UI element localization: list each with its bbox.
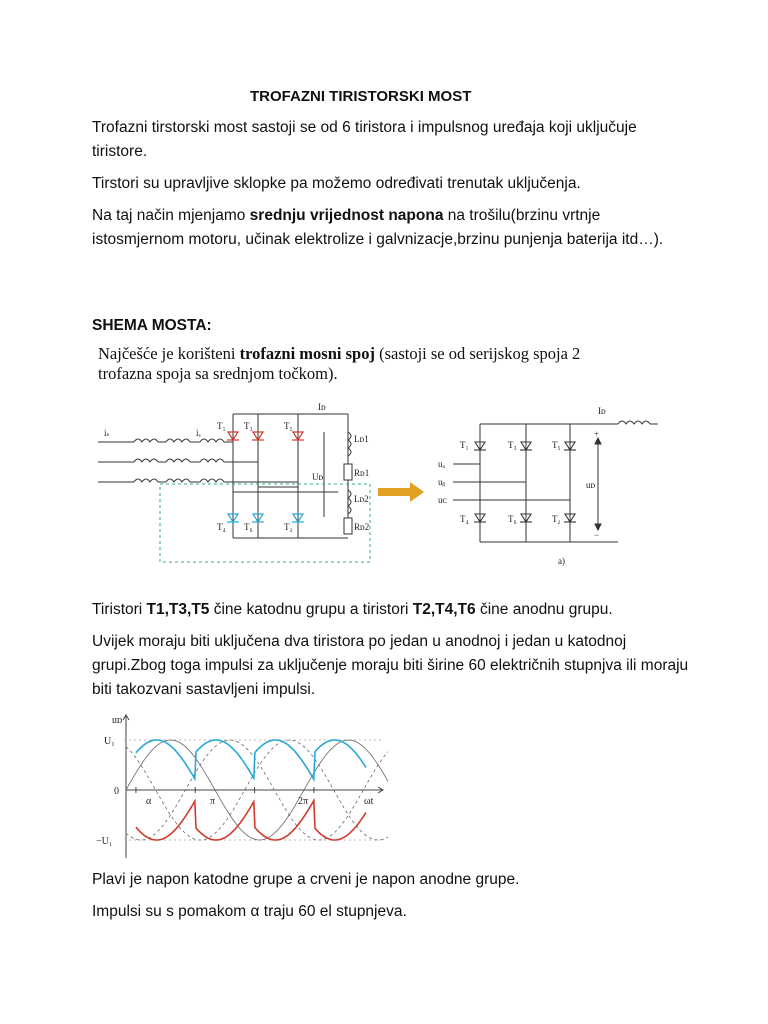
label-rd2: Rᴅ2 (354, 522, 370, 532)
text-segment: čine katodnu grupu a tiristori (209, 601, 413, 618)
label-omega-t: ωt (364, 796, 374, 807)
caption-text: (sastoji se od serijskog spoja 2 (374, 344, 581, 363)
label-t4: T₄ (217, 522, 226, 532)
label-id: Iᴅ (598, 406, 606, 416)
text-segment: Tiristori (92, 601, 147, 618)
arrow-icon (378, 482, 424, 502)
label-t6: T₆ (508, 514, 517, 524)
label-t6: T₆ (244, 522, 253, 532)
left-labels (104, 402, 369, 532)
waveform-labels (96, 715, 374, 847)
label-t5: T₅ (284, 421, 293, 431)
caption-line2: trofazna spoja sa srednjom točkom). (98, 364, 338, 383)
label-minus: − (594, 530, 600, 540)
label-ud: uᴅ (586, 480, 596, 490)
label-t2: T₂ (552, 514, 561, 524)
label-t3: T₃ (244, 421, 253, 431)
waveform-figure (96, 712, 396, 862)
label-ua: uₐ (438, 459, 445, 469)
text-segment: Na taj način mjenjamo (92, 207, 250, 224)
left-schematic (98, 414, 348, 538)
label-u1: U₁ (104, 736, 115, 747)
paragraph-groups (92, 598, 692, 622)
bold-term: T2,T4,T6 (412, 601, 476, 618)
label-t5: T₅ (552, 440, 561, 450)
label-rd1: Rᴅ1 (354, 468, 370, 478)
paragraph-impulses: Uvijek moraju biti uključena dva tiristora po jedan u anodnoj i jedan u katodnoj grupi.Zbog toga impulsi za uključenje moraju biti širine 60 električnih stupnjva ili moraju biti takozvani sastavljeni impulsi. (92, 633, 689, 698)
section-heading: SHEMA MOSTA: (92, 317, 212, 334)
bold-term: srednju vrijednost napona (249, 207, 444, 224)
anode-group-box (160, 484, 370, 562)
label-ld1: Lᴅ1 (354, 434, 369, 444)
thyristor-group-cathode-left (227, 432, 304, 440)
figure-caption (98, 344, 698, 384)
paragraph-switches: Tirstori su upravljive sklopke pa možemo određivati trenutak uključenja. (92, 175, 581, 192)
label-2pi: 2π (298, 796, 309, 807)
caption-text: Najčešće je korišteni (98, 344, 240, 363)
thyristor-group-anode-left (227, 514, 304, 522)
bridge-figure (98, 344, 698, 576)
label-t2: T₂ (284, 522, 293, 532)
paragraph-control (92, 204, 692, 252)
label-alpha: α (146, 796, 152, 807)
label-ld2: Lᴅ2 (354, 494, 369, 504)
label-t1: T₁ (460, 440, 469, 450)
label-t1: T₁ (217, 421, 226, 431)
label-ud: Uᴅ (312, 472, 324, 482)
paragraph-intro: Trofazni tirstorski most sastoji se od 6 tiristora i impulsnog uređaja koji uključuje tiristore. (92, 119, 637, 160)
label-pi: π (210, 796, 216, 807)
label-uc: uᴄ (438, 495, 447, 505)
label-plus: + (594, 429, 600, 439)
page-title: TROFAZNI TIRISTORSKI MOST (250, 88, 472, 105)
bridge-schematics (98, 392, 698, 582)
label-t4: T₄ (460, 514, 469, 524)
label-ub: uᵦ (438, 477, 446, 487)
label-is: iₛ (104, 428, 110, 438)
label-subfigure: a) (558, 556, 565, 566)
anode-voltage-curve (136, 801, 366, 840)
label-id: Iᴅ (318, 402, 326, 412)
bold-term: T1,T3,T5 (146, 601, 210, 618)
paragraph-colors: Plavi je napon katodne grupe a crveni je napon anodne grupe. (92, 871, 520, 888)
label-neg-u1: −U₁ (96, 836, 113, 847)
label-iv: iᵥ (196, 428, 202, 438)
label-zero: 0 (114, 786, 119, 797)
caption-bold: trofazni mosni spoj (239, 344, 375, 363)
text-segment: čine anodnu grupu. (475, 601, 613, 618)
cathode-voltage-curve (136, 740, 366, 779)
paragraph-shift: Impulsi su s pomakom α traju 60 el stupnjeva. (92, 903, 407, 920)
text-segment: na trošilu(brzinu vrtnje istosmjernom motoru, učinak elektrolize i galvnizacje,brzinu punjenja baterija itd…). (92, 207, 664, 248)
label-t3: T₃ (508, 440, 517, 450)
label-ud: uᴅ (112, 715, 123, 726)
